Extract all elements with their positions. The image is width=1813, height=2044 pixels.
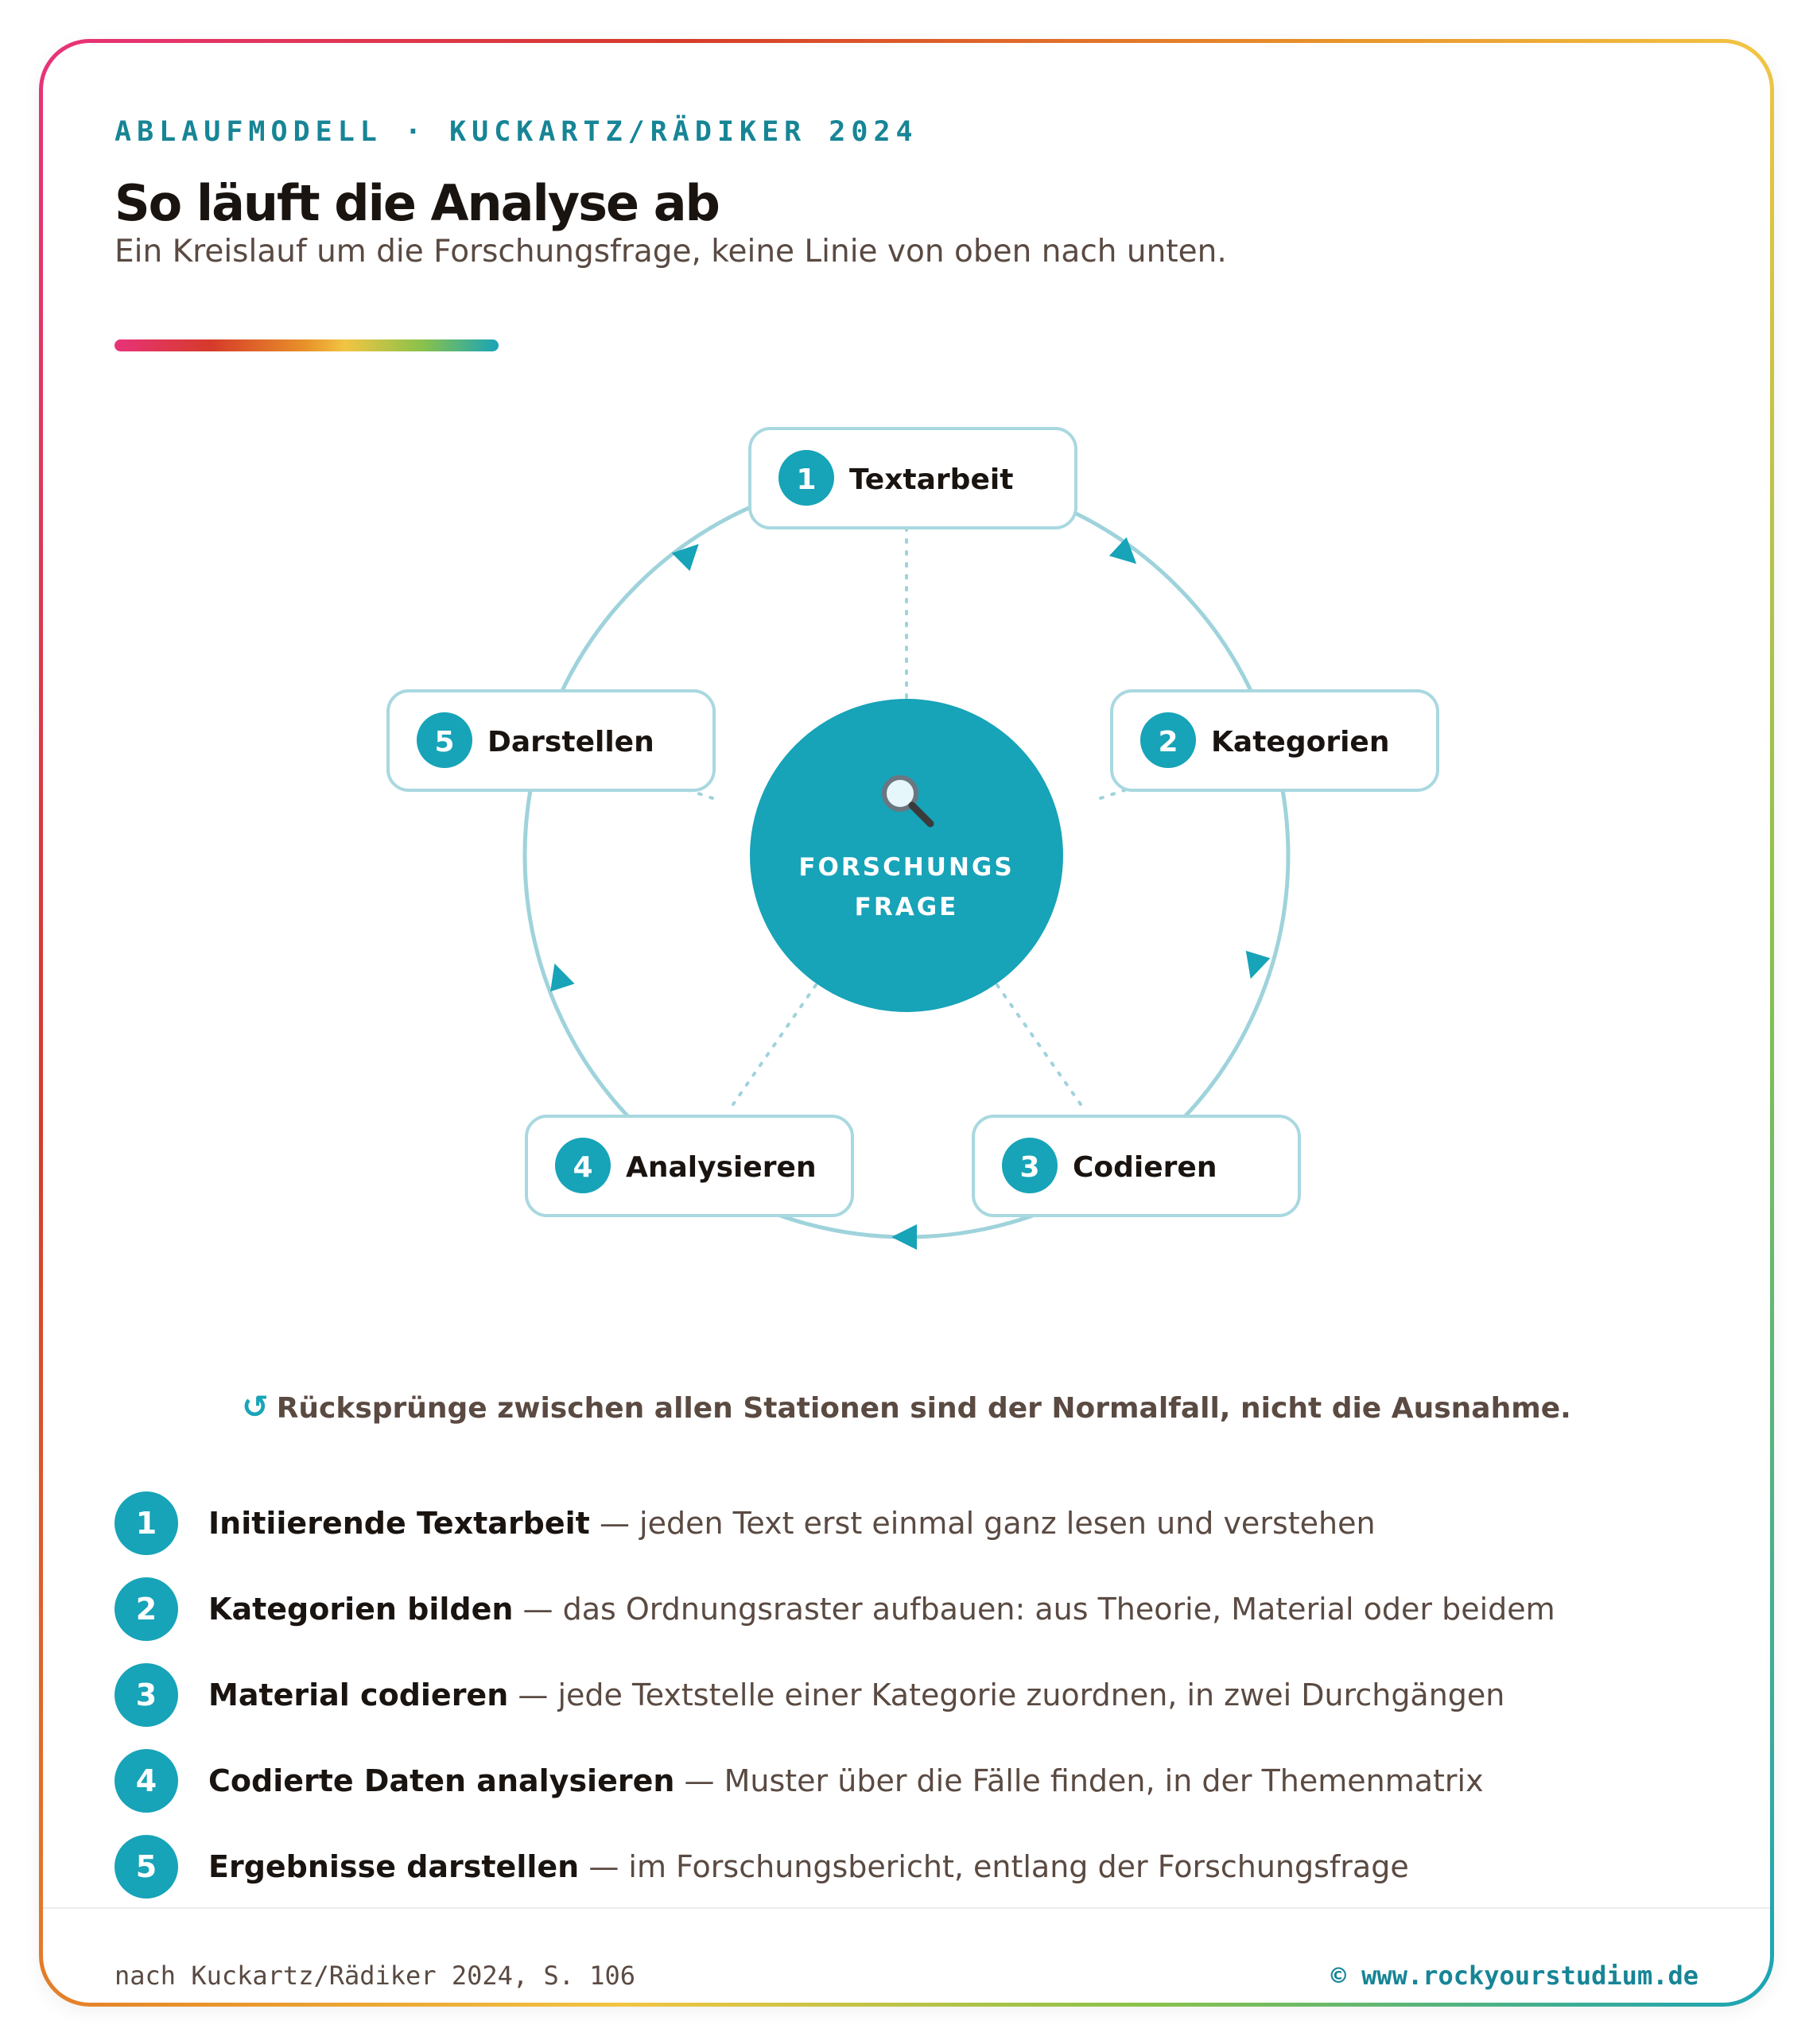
copyright-link[interactable]: © www.rockyourstudium.de bbox=[1330, 1961, 1698, 1991]
card bbox=[43, 43, 1770, 2003]
list-item bbox=[115, 1738, 1705, 1824]
cycle-node-5 bbox=[388, 691, 714, 790]
step-desc: — Muster über die Fälle finden, in der Themenmatrix bbox=[684, 1763, 1484, 1798]
cycle-node-1 bbox=[750, 429, 1076, 528]
page-subtitle: Ein Kreislauf um die Forschungsfrage, keine Linie von oben nach unten. bbox=[115, 234, 1227, 270]
node-label: Codieren bbox=[1073, 1151, 1217, 1184]
step-desc: — das Ordnungsraster aufbauen: aus Theorie, Material oder beidem bbox=[522, 1592, 1555, 1627]
source-citation: nach Kuckartz/Rädiker 2024, S. 106 bbox=[115, 1961, 636, 1991]
list-item bbox=[115, 1824, 1705, 1910]
step-desc: — im Forschungsbericht, entlang der Forschungsfrage bbox=[588, 1849, 1409, 1884]
step-badge: 1 bbox=[115, 1491, 178, 1555]
node-number: 4 bbox=[573, 1151, 593, 1184]
step-title: Material codieren bbox=[208, 1677, 509, 1712]
step-badge: 3 bbox=[115, 1663, 178, 1727]
arrow-icon bbox=[1238, 951, 1270, 983]
step-text bbox=[208, 1592, 1555, 1627]
cycle-node-2 bbox=[1112, 691, 1438, 790]
node-number: 1 bbox=[796, 463, 817, 496]
step-text bbox=[208, 1506, 1376, 1541]
loop-arrow-icon: ↺ bbox=[242, 1389, 269, 1425]
eyebrow: ABLAUFMODELL · KUCKARTZ/RÄDIKER 2024 bbox=[115, 116, 918, 148]
cycle-diagram bbox=[43, 43, 1770, 1394]
node-label: Kategorien bbox=[1211, 726, 1390, 758]
step-text bbox=[208, 1763, 1484, 1798]
center-label-line2: FRAGE bbox=[854, 893, 959, 921]
cycle-node-4 bbox=[526, 1116, 852, 1216]
step-badge: 5 bbox=[115, 1835, 178, 1899]
spoke-3 bbox=[997, 985, 1081, 1104]
list-item bbox=[115, 1652, 1705, 1738]
step-title: Initiierende Textarbeit bbox=[208, 1506, 590, 1541]
list-item bbox=[115, 1480, 1705, 1566]
footer-divider bbox=[43, 1907, 1770, 1909]
step-badge: 2 bbox=[115, 1577, 178, 1641]
center-label-line1: FORSCHUNGS bbox=[798, 853, 1015, 882]
cycle-node-3 bbox=[973, 1116, 1299, 1216]
step-title: Ergebnisse darstellen bbox=[208, 1849, 580, 1884]
step-desc: — jeden Text erst einmal ganz lesen und verstehen bbox=[599, 1506, 1376, 1541]
step-desc: — jede Textstelle einer Kategorie zuordnen, in zwei Durchgängen bbox=[518, 1677, 1505, 1712]
list-item bbox=[115, 1566, 1705, 1652]
node-label: Darstellen bbox=[487, 726, 654, 758]
node-number: 2 bbox=[1158, 726, 1178, 758]
step-badge: 4 bbox=[115, 1749, 178, 1813]
arrow-icon bbox=[891, 1224, 917, 1250]
step-title: Codierte Daten analysieren bbox=[208, 1763, 675, 1798]
reentry-note bbox=[43, 1389, 1770, 1425]
step-title: Kategorien bilden bbox=[208, 1592, 514, 1627]
spoke-4 bbox=[733, 985, 816, 1104]
reentry-text: Rücksprünge zwischen allen Stationen sind der Normalfall, nicht die Ausnahme. bbox=[276, 1392, 1571, 1425]
node-label: Analysieren bbox=[626, 1151, 817, 1184]
node-label: Textarbeit bbox=[849, 463, 1014, 496]
step-text bbox=[208, 1849, 1409, 1884]
card-frame bbox=[39, 39, 1774, 2007]
page-title: So läuft die Analyse ab bbox=[115, 174, 719, 232]
step-list bbox=[115, 1480, 1705, 1910]
step-text bbox=[208, 1677, 1504, 1712]
node-number: 3 bbox=[1019, 1151, 1040, 1184]
node-number: 5 bbox=[434, 726, 455, 758]
